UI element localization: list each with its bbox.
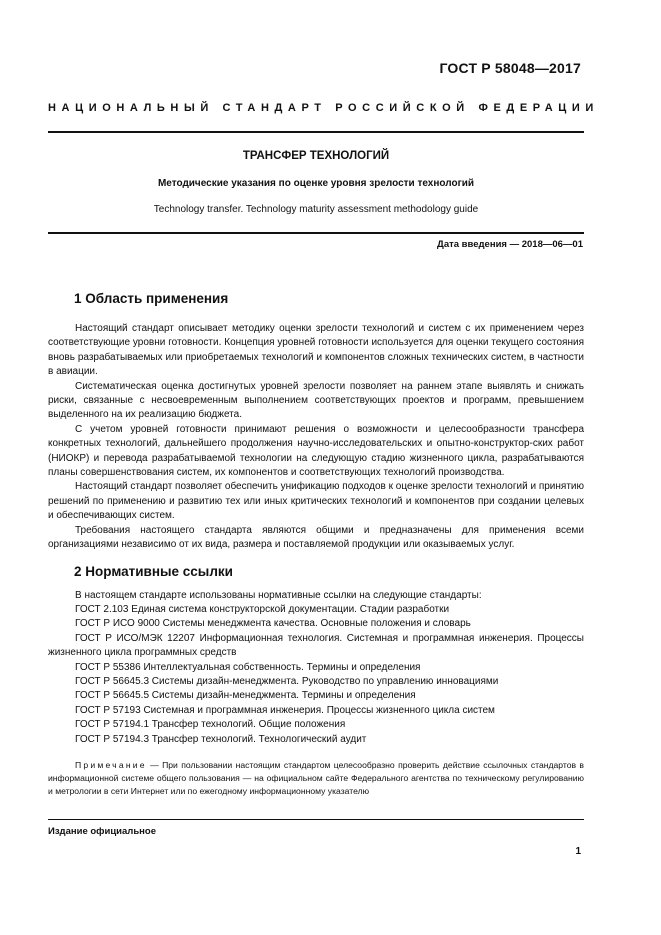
reference-item: ГОСТ Р 56645.5 Системы дизайн-менеджмента. Термины и определения [75, 690, 416, 702]
introduction-date: Дата введения — 2018—06—01 [437, 239, 583, 250]
document-subtitle: Методические указания по оценке уровня зрелости технологий [157, 178, 475, 189]
national-standard-banner: НАЦИОНАЛЬНЫЙ СТАНДАРТ РОССИЙСКОЙ ФЕДЕРАЦИИ [48, 102, 599, 114]
section-1-paragraph: Настоящий стандарт позволяет обеспечить унификацию подходов к оценке зрелости технологий и принятию решений по применению и развитию тех или иных критических технологий и компонентов при создании целевых и обеспечивающих систем. [48, 481, 584, 522]
english-title: Technology transfer. Technology maturity assessment methodology guide [153, 204, 479, 215]
page-number: 1 [575, 846, 581, 857]
section-1-paragraph: Систематическая оценка достигнутых уровней зрелости позволяет на раннем этапе выявлять и снижать риски, связанные с несвоевременным выполнением соответствующих проектов и программ, превышением выделенного на их реализацию бюджета. [48, 380, 584, 421]
reference-item: ГОСТ Р ИСО/МЭК 12207 Информационная технология. Системная и программная инженерия. Процессы жизненного цикла программных средств [48, 632, 584, 659]
reference-item: ГОСТ Р 57194.3 Трансфер технологий. Технологический аудит [75, 733, 367, 745]
references-intro: В настоящем стандарте использованы нормативные ссылки на следующие стандарты: [75, 589, 482, 601]
document-title: ТРАНСФЕР ТЕХНОЛОГИЙ [242, 150, 390, 162]
footer-rule [48, 819, 584, 820]
header-rule [48, 131, 584, 133]
reference-item: ГОСТ Р 55386 Интеллектуальная собственность. Термины и определения [75, 661, 421, 673]
section-1-heading: 1 Область применения [74, 291, 229, 306]
section-1-paragraph: С учетом уровней готовности принимают решения о возможности и целесообразности трансфера конкретных технологий, дальнейшего продолжения научно-исследовательских и опытно-конструктор-ских работ (НИОКР) и перевода разрабатываемой технологии на следующую стадию жизненного цикла, разрабатываются планы совершенствования систем, их компонентов и соответствующих технологий производства. [48, 423, 584, 479]
official-edition-label: Издание официальное [48, 826, 156, 837]
section-2-heading: 2 Нормативные ссылки [74, 563, 233, 579]
reference-item: ГОСТ Р 57193 Системная и программная инженерия. Процессы жизненного цикла систем [75, 704, 495, 716]
reference-item: ГОСТ Р 56645.3 Системы дизайн-менеджмента. Руководство по управлению инновациями [75, 675, 499, 687]
document-body [48, 286, 584, 798]
section-1-paragraph: Требования настоящего стандарта являются общими и предназначены для применения всеми организациями независимо от их вида, размера и поставляемой продукции или оказываемых услуг. [48, 524, 584, 551]
reference-item: ГОСТ Р 57194.1 Трансфер технологий. Общие положения [75, 719, 346, 731]
note-label: Примечание [75, 759, 147, 770]
section-1-paragraph: Настоящий стандарт описывает методику оценки зрелости технологий и систем с их применением через соответствующие уровни готовности. Концепция уровней готовности используется для оценки текущего состояния вновь разрабатываемых или приобретаемых технологий и компонентов сложных технических систем, в частности в авиации. [48, 323, 584, 378]
title-rule [48, 232, 584, 234]
reference-item: ГОСТ Р ИСО 9000 Системы менеджмента качества. Основные положения и словарь [75, 618, 471, 630]
references-note [48, 759, 584, 798]
reference-item: ГОСТ 2.103 Единая система конструкторской документации. Стадии разработки [75, 603, 450, 615]
note-text: — При пользовании настоящим стандартом целесообразно проверить действие ссылочных стандартов в информационной системе общего пользования — на официальном сайте Федерального агентства по техническому регулированию и метрологии в сети Интернет или по ежегодному информационному указателю [48, 759, 584, 796]
document-code: ГОСТ Р 58048—2017 [439, 60, 581, 76]
